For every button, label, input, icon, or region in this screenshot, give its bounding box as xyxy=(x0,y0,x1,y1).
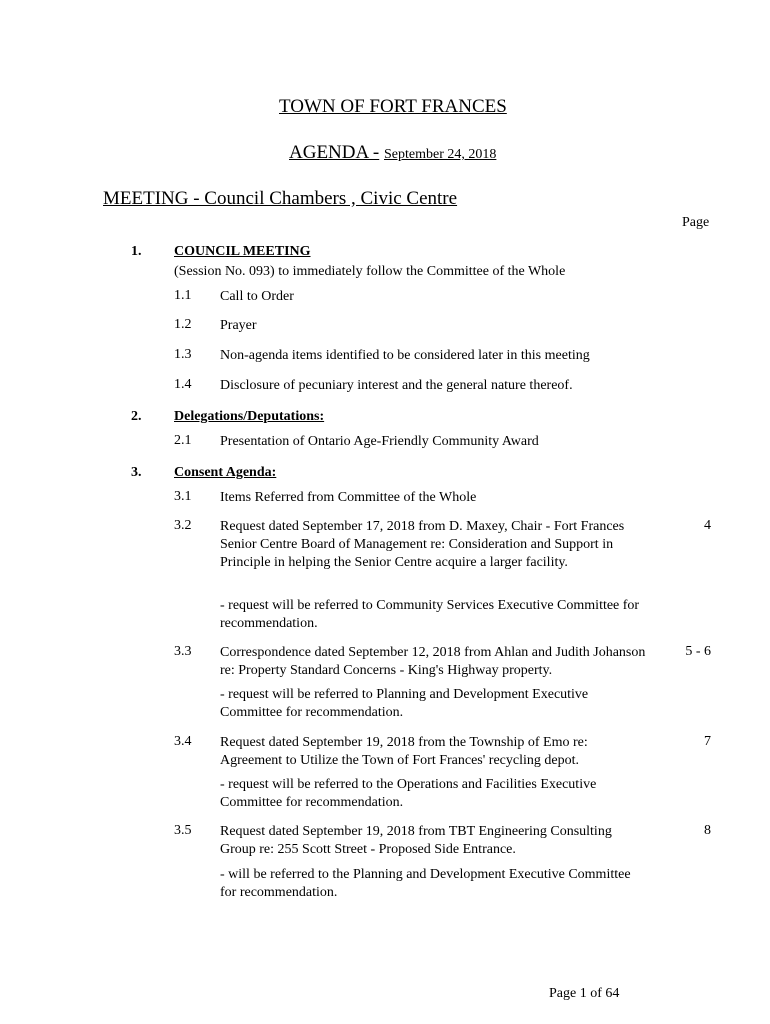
item-text: Non-agenda items identified to be considered later in this meeting xyxy=(220,348,590,363)
item-number: 1.1 xyxy=(174,288,192,303)
item-note: - request will be referred to the Operations and Facilities Executive Committee for recommendation. xyxy=(220,777,597,810)
item-number: 3.1 xyxy=(174,489,192,504)
item-number: 3.3 xyxy=(174,644,192,659)
item-page-ref: 7 xyxy=(704,734,711,749)
section-number: 1. xyxy=(131,244,142,259)
page-column-label: Page xyxy=(682,215,710,230)
section-title: Consent Agenda: xyxy=(174,465,277,480)
item-text: Request dated September 17, 2018 from D. Maxey, Chair - Fort Frances Senior Centre Board of Management re: Consideration and Support in Principle in helping the Senior Centre acquire a larger facility. xyxy=(220,519,625,570)
section-title: COUNCIL MEETING xyxy=(174,244,311,259)
item-page-ref: 5 - 6 xyxy=(685,644,711,659)
item-text: Items Referred from Committee of the Whole xyxy=(220,490,477,505)
item-number: 1.2 xyxy=(174,317,192,332)
document-title: TOWN OF FORT FRANCES xyxy=(279,96,507,117)
meeting-location: MEETING - Council Chambers , Civic Centre xyxy=(103,188,458,209)
item-number: 3.2 xyxy=(174,518,192,533)
item-number: 3.5 xyxy=(174,823,192,838)
item-number: 2.1 xyxy=(174,433,192,448)
item-note: - request will be referred to Planning and Development Executive Committee for recommendation. xyxy=(220,687,589,720)
section-subtitle: (Session No. 093) to immediately follow the Committee of the Whole xyxy=(174,264,566,279)
item-page-ref: 8 xyxy=(704,823,711,838)
section-number: 2. xyxy=(131,409,142,424)
page-indicator: Page 1 of 64 xyxy=(549,986,620,1001)
item-note: - will be referred to the Planning and Development Executive Committee for recommendation. xyxy=(220,867,631,900)
item-text: Request dated September 19, 2018 from the Township of Emo re: Agreement to Utilize the Town of Fort Frances' recycling depot. xyxy=(220,735,588,768)
agenda-date: September 24, 2018 xyxy=(384,147,497,162)
agenda-label: AGENDA - xyxy=(289,142,380,163)
item-text: Request dated September 19, 2018 from TBT Engineering Consulting Group re: 255 Scott Street - Proposed Side Entrance. xyxy=(220,824,612,857)
item-text: Call to Order xyxy=(220,289,294,304)
agenda-heading xyxy=(289,142,496,164)
item-number: 1.4 xyxy=(174,377,192,392)
item-text: Presentation of Ontario Age-Friendly Community Award xyxy=(220,434,539,449)
item-number: 3.4 xyxy=(174,734,192,749)
item-text: Correspondence dated September 12, 2018 from Ahlan and Judith Johanson re: Property Standard Concerns - King's Highway property. xyxy=(220,645,646,678)
item-text: Prayer xyxy=(220,318,257,333)
item-note: - request will be referred to Community Services Executive Committee for recommendation. xyxy=(220,598,640,631)
item-text: Disclosure of pecuniary interest and the general nature thereof. xyxy=(220,378,573,393)
section-number: 3. xyxy=(131,465,142,480)
item-page-ref: 4 xyxy=(704,518,711,533)
section-title: Delegations/Deputations: xyxy=(174,409,325,424)
item-number: 1.3 xyxy=(174,347,192,362)
